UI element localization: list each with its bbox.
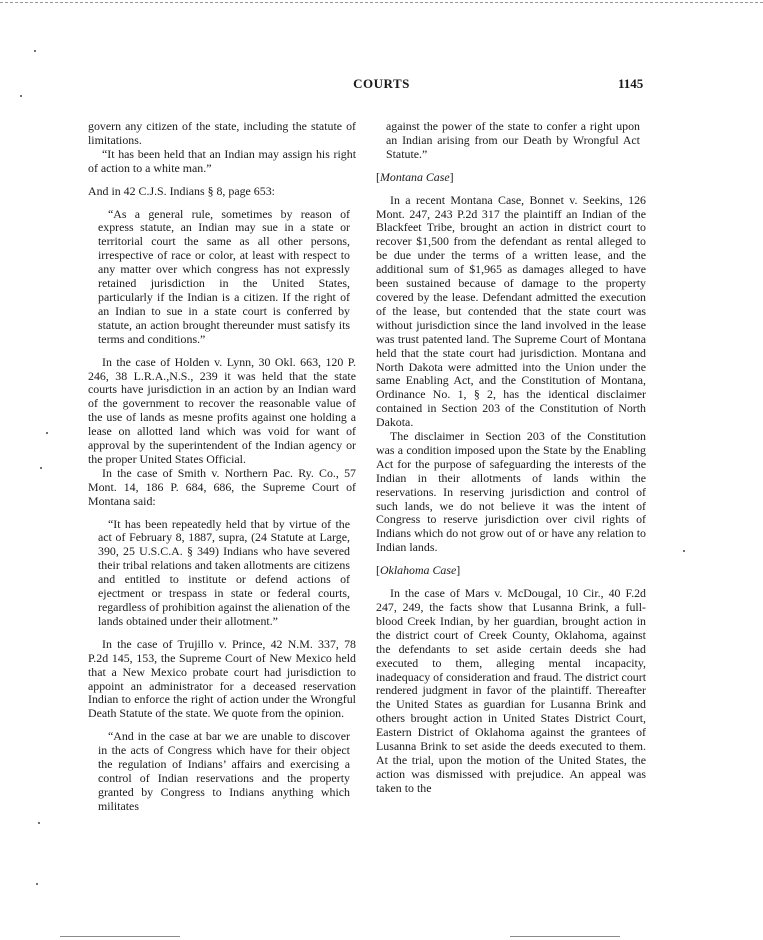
scan-speck [683,550,685,552]
left-column [88,120,356,814]
scan-bottom-border [510,936,620,937]
paragraph: In a recent Montana Case, Bonnet v. Seekins, 126 Mont. 247, 243 P.2d 317 the plaintiff an Indian of the Blackfeet Tribe, brought an action in district court to recover $1,500 from the defendant as rental alleged to be due under the terms of a written lease, and the additional sum of $1,965 as damages alleged to have been sustained because of damage to the property covered by the lease. Defendant admitted the execution of the lease, but contended that the state court was without jurisdiction since the land involved in the lease was trust patented land. The Supreme Court of Montana held that the state court had jurisdiction. Montana and North Dakota were admitted into the Union under the same Enabling Act, and the Constitution of Montana, Ordinance No. 1, § 2, has the identical disclaimer contained in Section 203 of the Constitution of North Dakota. [376,192,646,430]
scan-speck [20,95,22,97]
scan-top-border [0,2,763,3]
scan-speck [38,822,40,824]
section-heading-text: Oklahoma Case [379,563,457,578]
scan-speck [46,432,48,434]
section-heading-text: Montana Case [379,169,450,184]
scan-speck [36,883,38,885]
paragraph: In the case of Mars v. McDougal, 10 Cir., 40 F.2d 247, 249, the facts show that Lusanna Brink, a full-blood Creek Indian, by her guardian, brought action in the district court of Creek County, Oklahoma, against the defendants to set aside certain deeds she had executed to them, alleging mental incapacity, inadequacy of consideration and fraud. The district court rendered judgment in favor of the plaintiff. Thereafter the United States as guardian for Lusanna Brink and others brought action in United States District Court, Eastern District of Oklahoma against the grantees of Lusanna Brink to set aside the deeds executed to them. At the trial, upon the motion of the United States, the action was dismissed with prejudice. An appeal was taken to the [376,586,646,795]
running-head-title: COURTS [353,76,410,91]
page-number: 1145 [618,76,644,91]
section-heading: [Montana Case] [376,169,454,184]
scan-speck [40,467,42,469]
paragraph: In the case of Smith v. Northern Pac. Ry. Co., 57 Mont. 14, 186 P. 684, 686, the Supreme Court of Montana said: [88,465,356,508]
paragraph: “It has been held that an Indian may assign his right of action to a white man.” [88,146,356,175]
block-quote-continued: against the power of the state to confer a right upon an Indian arising from our Death by Wrongful Act Statute.” [386,119,640,161]
scan-bottom-border [60,936,180,937]
paragraph: In the case of Holden v. Lynn, 30 Okl. 663, 120 P. 246, 38 L.R.A.,N.S., 239 it was held that the state courts have jurisdiction in an action by an Indian ward of the government to recover the reasonable value of the use of lands as mesne profits against one holding a lease on allotted land which was void for want of approval by the superintendent of the Indian agency or the proper United States Official. [88,354,356,466]
right-column [376,120,646,796]
paragraph: In the case of Trujillo v. Prince, 42 N.M. 337, 78 P.2d 145, 153, the Supreme Court of New Mexico held that a New Mexico probate court had jurisdiction to appoint an administrator for a deceased reservation Indian to enforce the right of action under the Wrongful Death Statute of the state. We quote from the opinion. [88,636,356,721]
scan-speck [34,50,36,52]
block-quote: “It has been repeatedly held that by virtue of the act of February 8, 1887, supra, (24 Statute at Large, 390, 25 U.S.C.A. § 349) Indians who have severed their tribal relations and taken allotments are citizens and entitled to institute or defend actions of ejectment or trespass in state or federal courts, regardless of prohibition against the alienation of the lands obtained under their allotment.” [98,516,350,628]
section-heading: [Oklahoma Case] [376,563,461,578]
paragraph: The disclaimer in Section 203 of the Constitution was a condition imposed upon the State by the Enabling Act for the purpose of safeguarding the interests of the Indian in their allotments of lands within the reservations. In reserving jurisdiction and control of such lands, we do not believe it was the intent of Congress to reserve jurisdiction over civil rights of Indians which do not grow out of or have any relation to Indian lands. [376,429,646,555]
block-quote: “As a general rule, sometimes by reason of express statute, an Indian may sue in a state or territorial court the same as all other persons, irrespective of race or color, at least with respect to any matter over which congress has not expressly retained jurisdiction in the United States, particularly if the Indian is a citizen. If the right of an Indian to sue in a state court is conferred by statute, an action brought thereunder must satisfy its terms and conditions.” [98,206,350,346]
paragraph: govern any citizen of the state, including the statute of limitations. [88,119,356,147]
block-quote: “And in the case at bar we are unable to discover in the acts of Congress which have for their object the regulation of Indians’ affairs and exercising a control of Indian reservations and the property granted by Congress to Indians anything which militates [98,729,350,813]
paragraph: And in 42 C.J.S. Indians § 8, page 653: [88,183,275,198]
